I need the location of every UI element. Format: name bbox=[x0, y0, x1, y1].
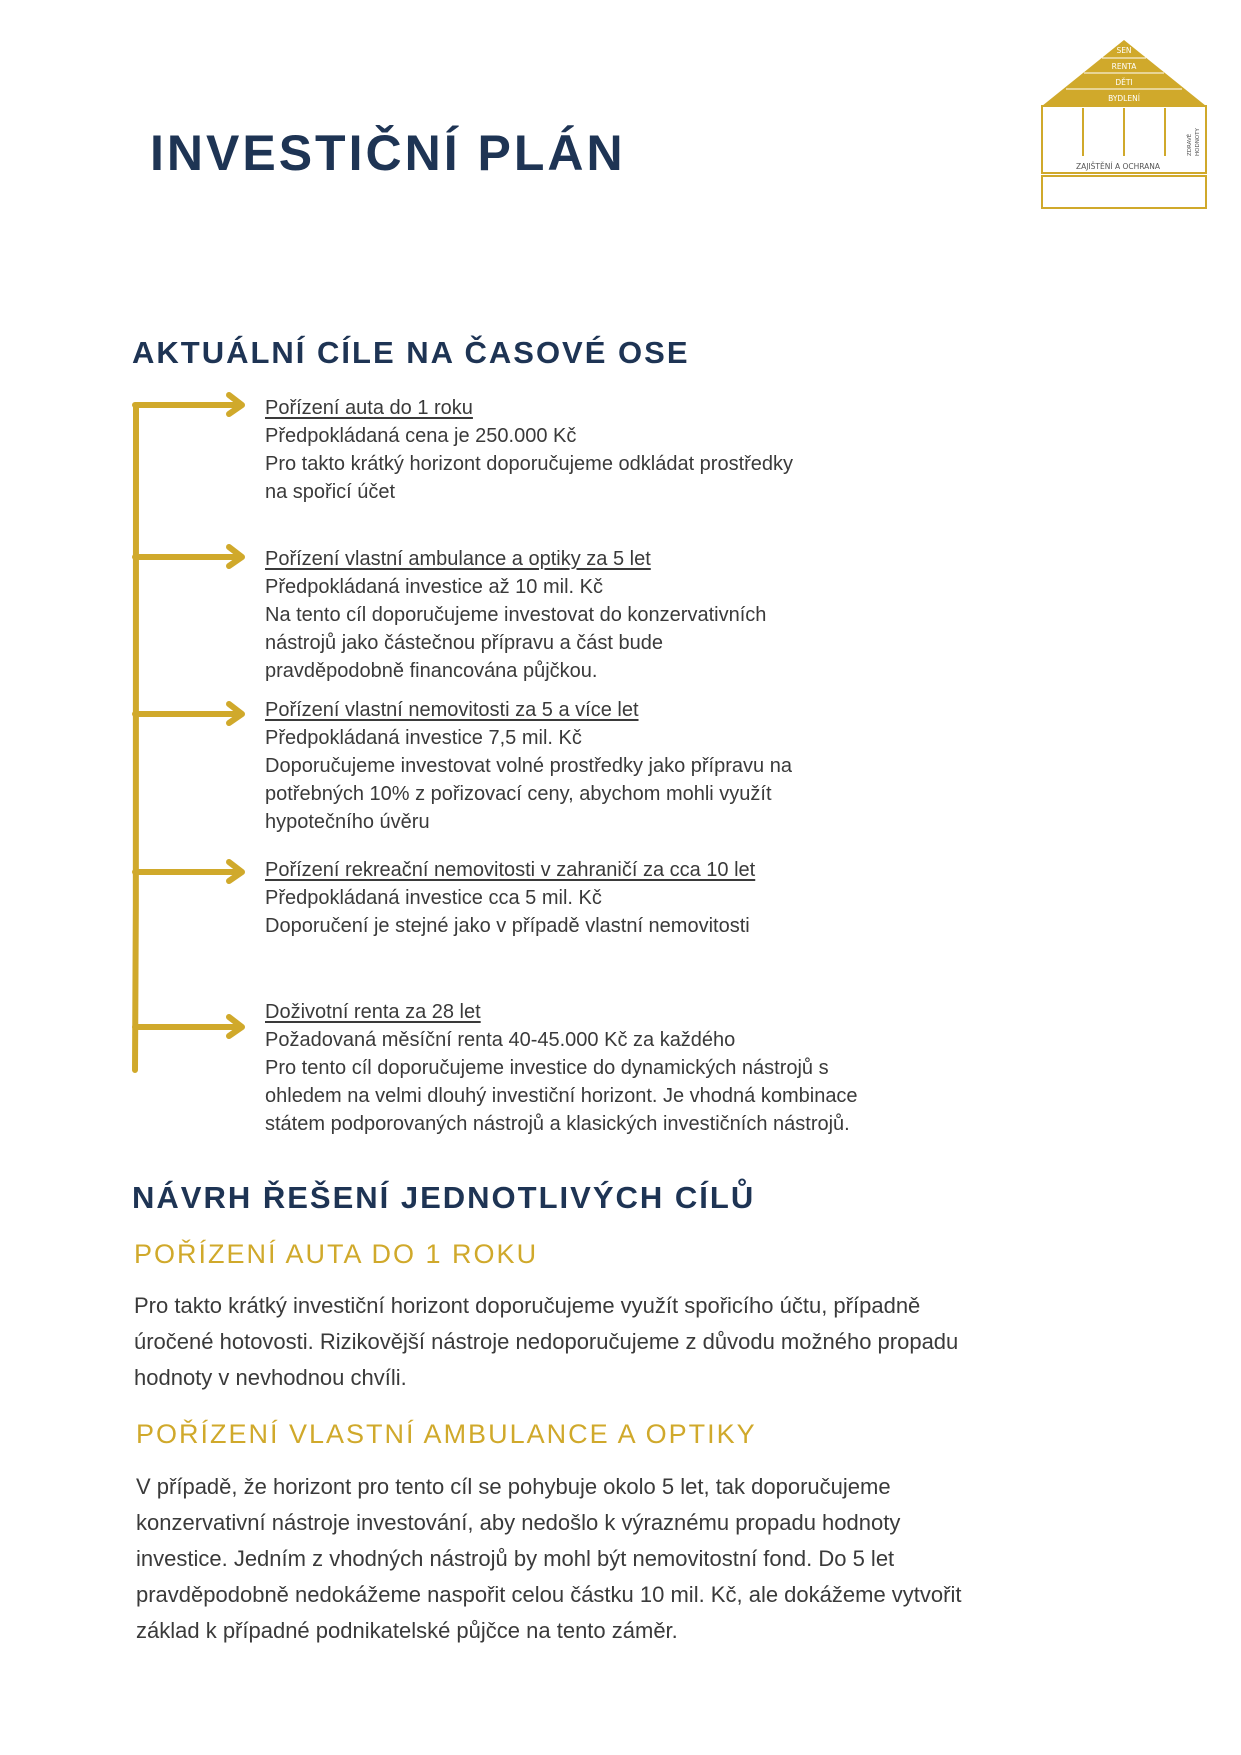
text-line: konzervativní nástroje investování, aby nedošlo k výraznému propadu hodnoty bbox=[136, 1510, 901, 1535]
text-line: investice. Jedním z vhodných nástrojů by mohl být nemovitostní fond. Do 5 let bbox=[136, 1546, 895, 1571]
goal-line: Předpokládaná investice cca 5 mil. Kč bbox=[265, 887, 602, 909]
house-logo-icon bbox=[1040, 38, 1208, 212]
goal-line: státem podporovaných nástrojů a klasických investičních nástrojů. bbox=[265, 1113, 850, 1135]
goal-title: Pořízení vlastní ambulance a optiky za 5 let bbox=[265, 548, 651, 570]
goal-title: Pořízení vlastní nemovitosti za 5 a více let bbox=[265, 699, 639, 721]
timeline-heading: AKTUÁLNÍ CÍLE NA ČASOVÉ OSE bbox=[132, 335, 690, 370]
goal-item bbox=[265, 856, 1025, 940]
goal-title: Pořízení rekreační nemovitosti v zahraničí za cca 10 let bbox=[265, 859, 756, 881]
goal-line: potřebných 10% z pořizovací ceny, abychom mohli využít bbox=[265, 783, 772, 805]
solution-text-car bbox=[134, 1288, 1124, 1396]
logo-level-4: BYDLENÍ bbox=[1108, 94, 1140, 103]
goal-line: pravděpodobně financována půjčkou. bbox=[265, 660, 598, 682]
text-line: V případě, že horizont pro tento cíl se pohybuje okolo 5 let, tak doporučujeme bbox=[136, 1474, 891, 1499]
solutions-heading: NÁVRH ŘEŠENÍ JEDNOTLIVÝCH CÍLŮ bbox=[132, 1180, 756, 1215]
goal-line: Doporučení je stejné jako v případě vlastní nemovitosti bbox=[265, 915, 750, 937]
goal-line: hypotečního úvěru bbox=[265, 811, 430, 833]
goal-line: Na tento cíl doporučujeme investovat do konzervativních bbox=[265, 604, 767, 626]
logo-side-label-1: ZDRAVÉ bbox=[1187, 133, 1193, 156]
goal-title: Doživotní renta za 28 let bbox=[265, 1001, 481, 1023]
text-line: pravděpodobně nedokážeme naspořit celou částku 10 mil. Kč, ale dokážeme vytvořit bbox=[136, 1582, 962, 1607]
solution-text-ambulance bbox=[136, 1469, 1126, 1649]
goal-line: Požadovaná měsíční renta 40-45.000 Kč za každého bbox=[265, 1029, 736, 1051]
text-line: hodnoty v nevhodnou chvíli. bbox=[134, 1365, 407, 1390]
goal-line: na spořicí účet bbox=[265, 481, 396, 503]
goal-line: Pro tento cíl doporučujeme investice do dynamických nástrojů s bbox=[265, 1057, 829, 1079]
goal-line: nástrojů jako částečnou přípravu a část bude bbox=[265, 632, 664, 654]
timeline-arrows bbox=[125, 390, 255, 1080]
goal-item bbox=[265, 394, 1025, 506]
goal-line: Předpokládaná cena je 250.000 Kč bbox=[265, 425, 577, 447]
goal-item bbox=[265, 696, 1025, 836]
goal-item bbox=[265, 545, 1025, 685]
goal-line: Doporučujeme investovat volné prostředky jako přípravu na bbox=[265, 755, 792, 777]
solution-heading-car: POŘÍZENÍ AUTA DO 1 ROKU bbox=[134, 1239, 539, 1269]
goal-line: Pro takto krátký horizont doporučujeme odkládat prostředky bbox=[265, 453, 794, 475]
goal-line: Předpokládaná investice 7,5 mil. Kč bbox=[265, 727, 582, 749]
goal-line: Předpokládaná investice až 10 mil. Kč bbox=[265, 576, 603, 598]
logo-level-3: DĚTI bbox=[1115, 78, 1133, 87]
text-line: základ k případné podnikatelské půjčce na tento záměr. bbox=[136, 1618, 678, 1643]
solution-heading-ambulance: POŘÍZENÍ VLASTNÍ AMBULANCE A OPTIKY bbox=[136, 1419, 757, 1449]
goal-item bbox=[265, 998, 1025, 1138]
logo-level-2: RENTA bbox=[1111, 62, 1137, 71]
text-line: úročené hotovosti. Rizikovější nástroje nedoporučujeme z důvodu možného propadu bbox=[134, 1329, 959, 1354]
logo-base-label: ZAJIŠTĚNÍ A OCHRANA bbox=[1075, 162, 1161, 171]
logo-level-1: SEN bbox=[1116, 46, 1132, 55]
page-title: INVESTIČNÍ PLÁN bbox=[150, 125, 626, 181]
text-line: Pro takto krátký investiční horizont doporučujeme využít spořicího účtu, případně bbox=[134, 1293, 921, 1318]
goal-title: Pořízení auta do 1 roku bbox=[265, 397, 473, 419]
goal-line: ohledem na velmi dlouhý investiční horizont. Je vhodná kombinace bbox=[265, 1085, 858, 1107]
logo-side-label-2: HODNOTY bbox=[1195, 128, 1201, 156]
